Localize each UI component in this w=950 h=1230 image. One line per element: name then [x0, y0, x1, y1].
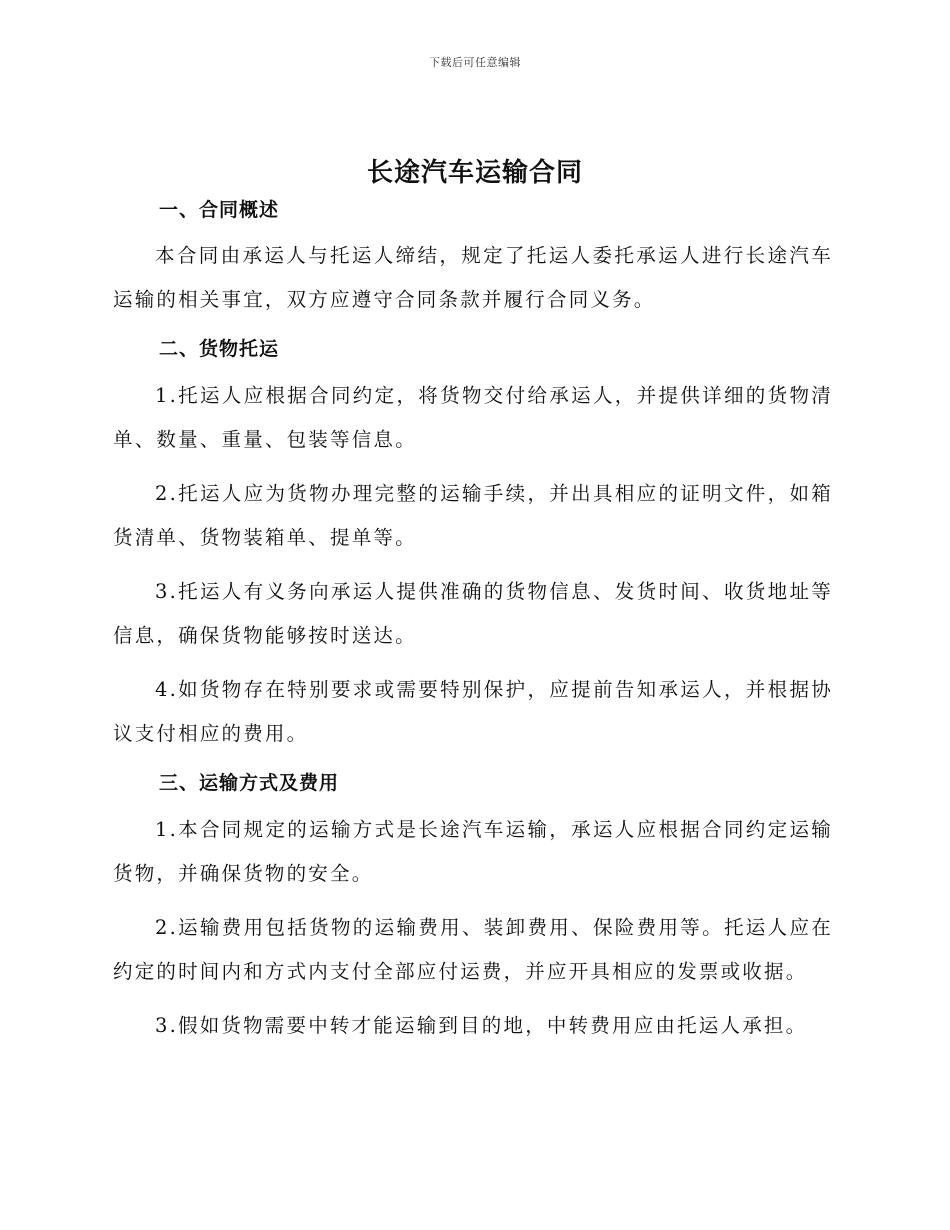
paragraph: 1.托运人应根据合同约定，将货物交付给承运人，并提供详细的货物清单、数量、重量、包装等信息。 — [113, 384, 833, 451]
section-transport-and-fees — [113, 768, 833, 1048]
section-consignment — [113, 334, 833, 756]
paragraph: 2.托运人应为货物办理完整的运输手续，并出具相应的证明文件，如箱货清单、货物装箱单、提单等。 — [113, 482, 833, 549]
section-overview — [113, 195, 833, 322]
paragraph: 2.运输费用包括货物的运输费用、装卸费用、保险费用等。托运人应在约定的时间内和方式内支付全部应付运费，并应开具相应的发票或收据。 — [113, 916, 833, 983]
section-heading: 三、运输方式及费用 — [159, 772, 340, 794]
section-heading: 二、货物托运 — [159, 338, 280, 360]
document-title: 长途汽车运输合同 — [366, 158, 583, 188]
paragraph: 3.假如货物需要中转才能运输到目的地，中转费用应由托运人承担。 — [155, 1014, 808, 1037]
document-body — [113, 195, 833, 1048]
paragraph: 3.托运人有义务向承运人提供准确的货物信息、发货时间、收货地址等信息，确保货物能够按时送达。 — [113, 580, 833, 647]
paragraph: 4.如货物存在特别要求或需要特别保护，应提前告知承运人，并根据协议支付相应的费用。 — [113, 678, 833, 745]
paragraph: 本合同由承运人与托运人缔结，规定了托运人委托承运人进行长途汽车运输的相关事宜，双方应遵守合同条款并履行合同义务。 — [113, 244, 833, 311]
header-note: 下载后可任意编辑 — [429, 56, 521, 69]
section-heading: 一、合同概述 — [159, 199, 280, 221]
paragraph: 1.本合同规定的运输方式是长途汽车运输，承运人应根据合同约定运输货物，并确保货物的安全。 — [113, 818, 833, 885]
